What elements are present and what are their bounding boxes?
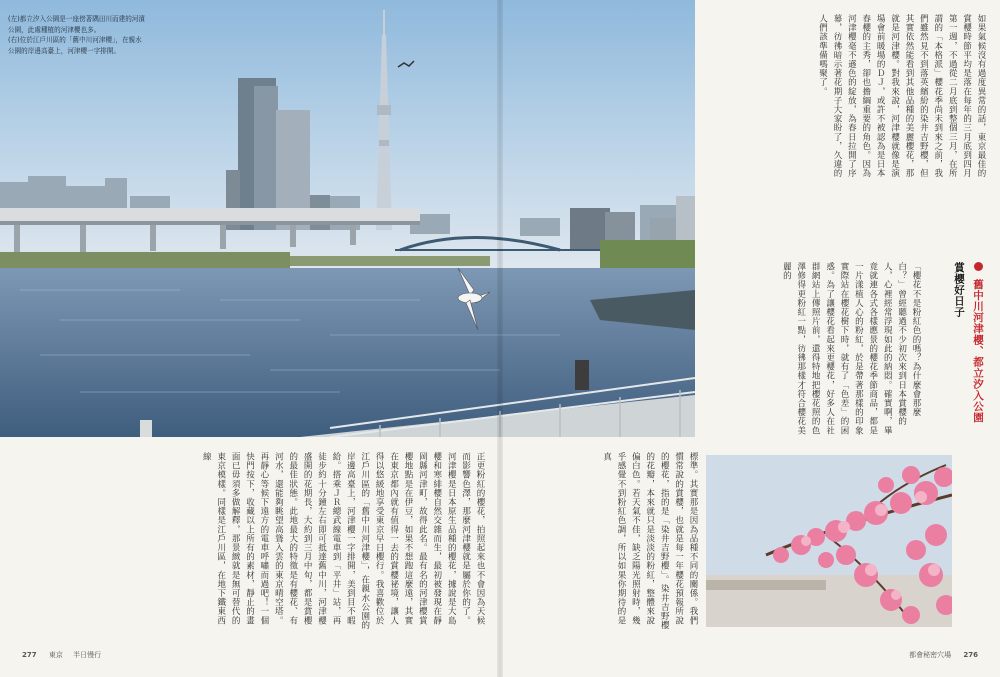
section-title: 舊中川河津櫻、都立汐入公園 [972,278,984,423]
footer-section: 東京 [48,651,63,659]
paragraph-variety: 標準。其實那是因為品種不同的關係。我們慣常說的賞櫻，也就是每一年櫻花預報所說的櫻花，指的是「染井吉野櫻」。染井吉野櫻的花瓣，本來就只是淡淡的粉紅，整體來說偏白色。若天氣不佳，缺乏陽光照射時，幾乎感覺不到粉紅色調，所以如果你期待的是真 [601,452,698,630]
page-number-left: 277 [22,651,37,659]
photo-caption [8,14,148,56]
footer-subtitle: 半日慢行 [73,651,102,659]
caption-right: (右)位於江戶川區的「舊中川河津櫻」，在親水公園的岸邊高臺上，河津櫻一字排開。 [8,36,142,55]
caption-left: (左)都立汐入公園是一座傍著隅田川而建的河濱公園，此處種植的河津櫻也多。 [8,15,146,34]
paragraph-color: 「櫻花不是粉紅色的嗎？為什麼會那麼白？」曾經聽過不少初次來到日本賞櫻的人，心裡經常浮現如此的納悶。確實啊，畢竟就連各式各樣應景的櫻花季節商品，都是一片漾植人心的粉紅，於是帶著那樣的印象實際站在櫻花樹下時，就有了「色差」的困惑。為了讓櫻花看起來更櫻花，好多人在社群網站上傳照片前，還得特地把櫻花照的色澤修得更粉紅一點，彷彿那樣才符合櫻花美麗的 [781,262,921,435]
page-number-right: 276 [963,651,978,659]
photo-sumida-river-skytree [0,0,695,437]
body-text-left-bottom [12,452,487,630]
footer-left [22,650,101,660]
body-text-right-low [502,452,700,630]
footer-section-right: 都會秘密穴場 [909,651,952,659]
body-text-right-mid [705,262,923,437]
red-dot-icon [974,262,983,271]
section-heading [924,262,988,437]
section-subtitle: 賞櫻好日子 [953,262,965,318]
footer-right [909,650,978,660]
body-text-right-top [705,14,988,184]
paragraph-location: 正更粉紅的櫻花，拍照起來也不會因為天候而影響色澤，那麼河津櫻就是屬於你的了。河津櫻是日本原生品種的櫻花，據說是大島櫻和寒緋櫻自然交雜而生，最初被發現在靜岡縣河津町，故得此名。最有名的河津櫻賞櫻地點是在伊豆，如果不想跑這麼遠，其實在東京都內就有值得一去的賞櫻祕境，讓人得以悠緩地享受東京早日櫻行。我喜歡位於江戶川區的「舊中川河津櫻」，在親水公園的岸邊高臺上，河津櫻一字排開，美到目不暇給。搭乘ＪＲ總武線電車到「平井」站，再徒步約十分鐘左右即可抵達舊中川，河津櫻盛開的花期長，大約到三月中旬，都是賞櫻的最佳狀態。此地最大的特徵是有櫻花、有河水，還能夠眺望高聳入雲的東京晴空塔。再靜心等候下遠方的電車呼嘯而過吧！一個快門按下，收藏以上所有的素材，靜止的畫面已毋須多做解釋，那景緻就是無可替代的東京模樣。同樣是江戶川區，在地下鐵東西線 [201,452,485,630]
paragraph-intro: 如果氣候沒有過度異常的話，東京最佳的賞櫻時節平均是落在每年的三月底到四月第一週，不過從二月底到整個三月，在所謂的「本格派」櫻花季尚未到來之前，我們雖然見不到落英繽紛的染井吉野櫻，但其實依然能看到其他品種的美麗櫻花，那就是河津櫻。對我來說，河津櫻就像是演場會前暖場的ＤＪ，或許不被認為是日本春櫻的主秀，卻也擔綱重要的角色。因為河津櫻毫不遜色的綻放，為春日拉開了序幕，彷彿暗示著花期子大家盼了，久違的人們該準備嗎聚了。 [817,14,986,178]
photo-kawazu-cherry [706,455,952,627]
